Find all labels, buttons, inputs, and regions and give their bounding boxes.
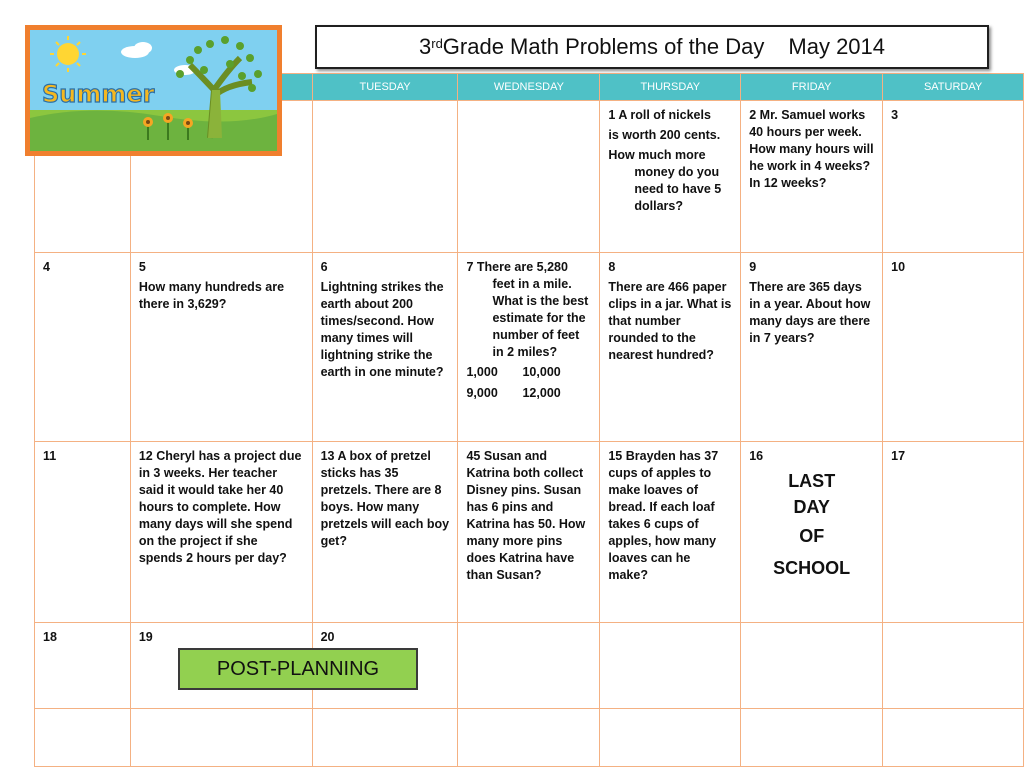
day-cell-4 [35,253,131,442]
day-number: 5 [138,260,146,274]
answer-option: 12,000 [522,386,561,400]
problem-text: There are 365 days in a year. About how many days are there in 7 years? [749,280,871,345]
day-cell-8 [600,253,741,442]
day-cell-9 [741,253,883,442]
day-number: 3 [891,108,899,122]
day-cell-empty [312,709,458,767]
post-planning-box: POST-PLANNING [178,648,418,690]
answer-option: 10,000 [522,365,561,379]
day-number: 8 [608,260,616,274]
day-number: 4 [43,260,50,274]
problem-text: How many hundreds are there in 3,629? [138,280,285,311]
day-number: 17 [891,449,906,463]
day-number: 6 [320,260,328,274]
day-cell-15 [600,442,741,623]
header-friday: FRIDAY [741,74,883,101]
day-cell-empty [741,709,883,767]
last-day-label: SCHOOL [773,558,851,578]
day-cell-10 [883,253,1024,442]
day-cell-12 [130,442,312,623]
day-cell-empty [883,709,1024,767]
day-cell-empty [741,623,883,709]
header-thursday: THURSDAY [600,74,741,101]
day-cell-13 [312,442,458,623]
problem-text: 12 Cheryl has a project due in 3 weeks. Her teacher said it would take her 40 hours to complete. How many days will she spend on the project if she spends 2 hours per day? [138,449,302,565]
day-cell-empty [35,709,131,767]
title-ordinal-suffix: rd [431,35,443,51]
header-saturday: SATURDAY [883,74,1024,101]
day-cell-5 [130,253,312,442]
day-cell-16 [741,442,883,623]
day-number: 20 [320,630,335,644]
problem-text: 7 There are 5,280 feet in a mile. What is the best estimate for the number of feet in 2 miles? [466,260,589,359]
summer-logo [25,25,282,156]
problem-text: 2 Mr. Samuel works 40 hours per week. How many hours will he work in 4 weeks? In 12 weeks? [749,108,874,190]
day-cell-1 [600,101,741,253]
day-cell-17 [883,442,1024,623]
summer-tree-icon [30,30,277,151]
day-number: 19 [138,630,153,644]
problem-line: 1 A roll of nickels [608,108,711,122]
day-cell-empty [883,623,1024,709]
answer-option-row [466,364,591,381]
answer-option-row [466,385,591,402]
day-number: 10 [891,260,906,274]
day-number: 11 [43,449,57,463]
svg-text:Summer: Summer [42,80,155,108]
header-wednesday: WEDNESDAY [458,74,600,101]
week-row-3 [35,442,1024,623]
problem-text: Lightning strikes the earth about 200 times/second. How many times will lightning strike the earth in one minute? [320,280,444,379]
day-cell-empty [312,101,458,253]
week-row-5 [35,709,1024,767]
day-cell-11 [35,442,131,623]
day-number: 9 [749,260,757,274]
day-cell-empty [458,101,600,253]
day-number: 18 [43,630,57,644]
header-tuesday: TUESDAY [312,74,458,101]
title-banner [315,25,989,69]
answer-option: 1,000 [466,365,498,379]
problem-text: 15 Brayden has 37 cups of apples to make loaves of bread. If each loaf takes 6 cups of apples, how many loaves can he make? [608,449,719,582]
title-ordinal: 3 [418,34,432,59]
week-row-2 [35,253,1024,442]
day-cell-6 [312,253,458,442]
problem-line: is worth 200 cents. [608,128,721,142]
day-cell-empty [130,709,312,767]
day-cell-empty [458,623,600,709]
last-day-label: LAST DAY [788,471,836,517]
last-day-label: OF [799,526,825,546]
problem-line: How much more money do you need to have 5 dollars? [608,148,722,213]
day-number: 16 [749,449,764,463]
day-cell-empty [600,709,741,767]
day-cell-14 [458,442,600,623]
day-cell-empty [600,623,741,709]
problem-text: There are 466 paper clips in a jar. What is that number rounded to the nearest hundred? [608,280,732,362]
problem-text: 13 A box of pretzel sticks has 35 pretzels. There are 8 boys. How many pretzels will each boy get? [320,449,450,548]
day-cell-2 [741,101,883,253]
day-cell-18 [35,623,131,709]
day-cell-empty [458,709,600,767]
answer-option: 9,000 [466,386,498,400]
title-month: May 2014 [788,34,886,59]
day-cell-3 [883,101,1024,253]
title-text: Grade Math Problems of the Day [442,34,765,59]
problem-text: 45 Susan and Katrina both collect Disney pins. Susan has 6 pins and Katrina has 50. How many more pins does Katrina have than Susan? [466,449,586,582]
day-cell-7 [458,253,600,442]
